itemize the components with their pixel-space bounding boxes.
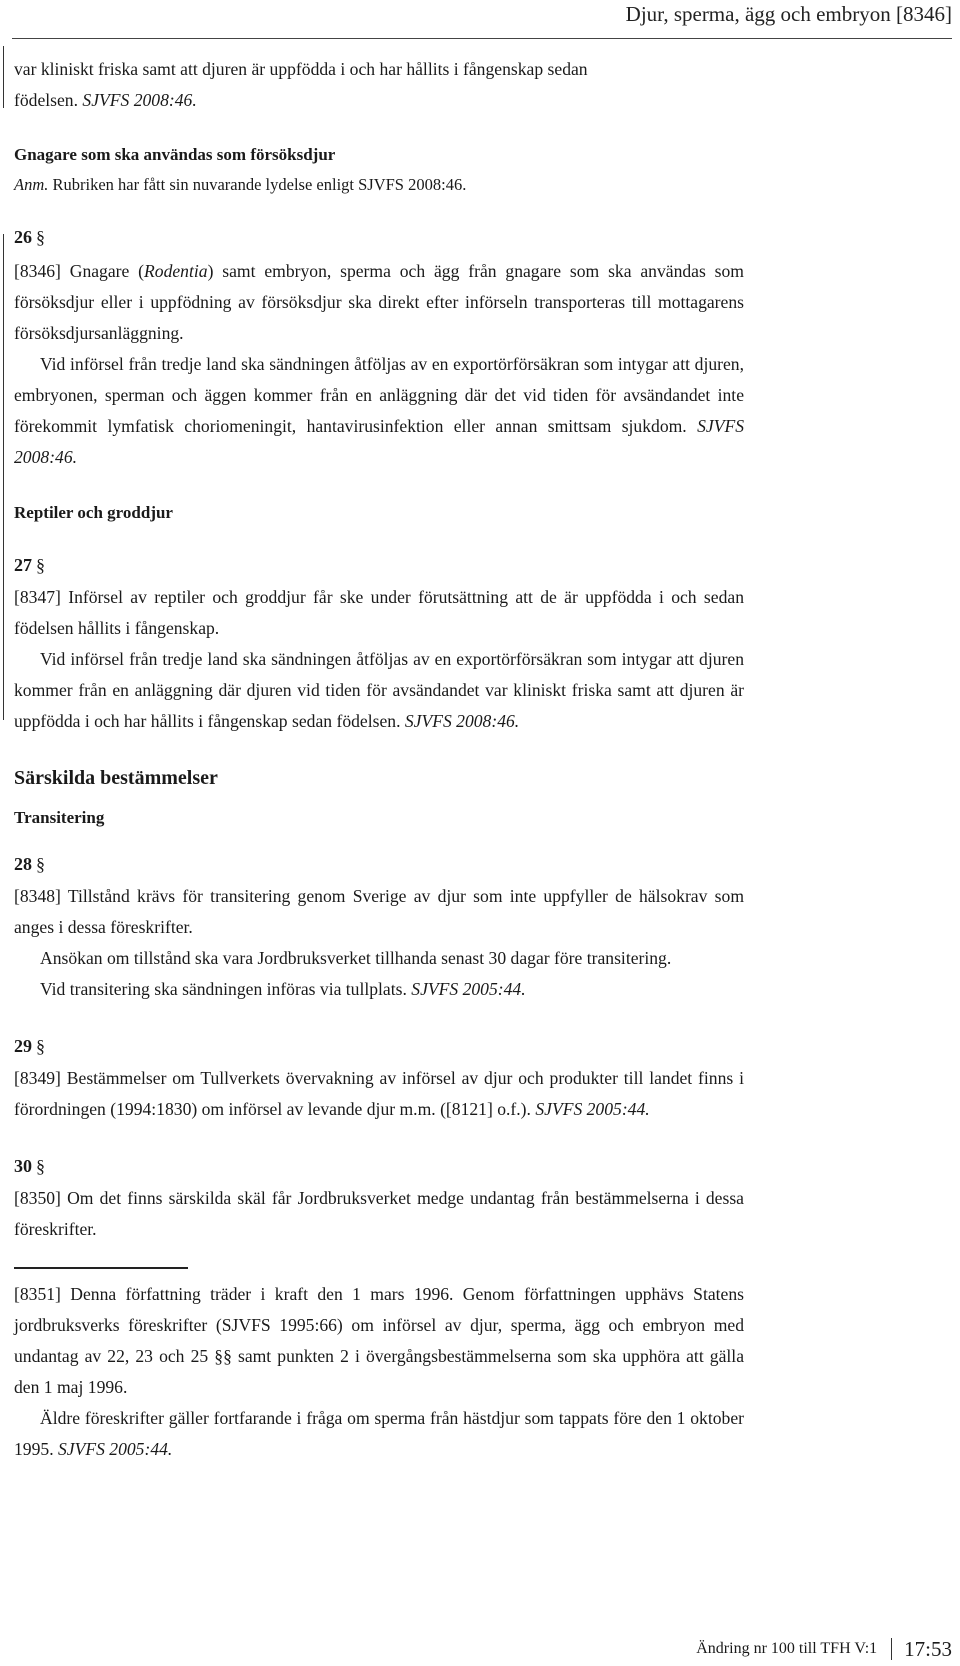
document-body [14,54,744,1465]
section-30-paragraph-1: [8350] Om det finns särskilda skäl får Jordbruksverket medge undantag från bestämmelserna i dessa föreskrifter. [14,1188,744,1239]
edition-note: Ändring nr 100 till TFH V:1 [696,1638,892,1660]
section-29-reference: SJVFS 2005:44. [535,1099,650,1119]
section-28-heading [14,849,744,879]
section-30-number: 30 [14,1156,32,1176]
section-28-paragraph-2: Ansökan om tillstånd ska vara Jordbruksverket tillhanda senast 30 dagar före transitering. [40,948,672,968]
footnote-paragraph-2 [14,1403,744,1465]
section-symbol: § [36,854,45,874]
change-bar-main [3,234,4,720]
section-symbol: § [36,1036,45,1056]
section-26-text-a: [8346] Gnagare ( [14,261,145,281]
heading-sarskilda: Särskilda bestämmelser [14,767,218,789]
section-28-text: Vid transitering ska sändningen införas via tullplats. [40,979,412,999]
section-30-heading [14,1151,744,1181]
section-26-text-b: ) samt embryon, sperma och ägg från gnagare som ska användas som försöksdjur eller i uppfödning av försöksdjur ska direkt efter införseln transporteras till mottagarens försöksdjursanläggning. [14,261,744,343]
intro-line-2: födelsen. [14,90,83,110]
section-27-paragraph-1: [8347] Införsel av reptiler och groddjur får ske under förutsättning att de är uppfödda i och sedan födelsen hållits i fångenskap. [14,587,744,638]
section-29-heading [14,1031,744,1061]
section-28-paragraph-3 [14,974,744,1005]
section-28-reference: SJVFS 2005:44. [411,979,526,999]
section-28-number: 28 [14,854,32,874]
section-26-heading [14,222,744,252]
section-26-paragraph-2 [14,349,744,473]
anm-label: Anm. [14,175,49,194]
section-symbol: § [36,555,45,575]
section-26-latin: Rodentia [144,261,208,281]
anm-note [14,170,744,200]
section-29-number: 29 [14,1036,32,1056]
section-29-text: [8349] Bestämmelser om Tullverkets övervakning av införsel av djur och produkter till landet finns i förordningen (1994:1830) om införsel av levande djur m.m. ([8121] o.f.). [14,1068,744,1119]
footnote-text: Äldre föreskrifter gäller fortfarande i fråga om sperma från hästdjur som tappats före den 1 oktober 1995. [14,1408,744,1459]
footnote-paragraph-1: [8351] Denna författning träder i kraft den 1 mars 1996. Genom författningen upphävs Statens jordbruksverks föreskrifter (SJVFS 1995:66) om införsel av djur, sperma, ägg och embryon med undantag av 22, 23 och 25 §§ samt punkten 2 i övergångsbestämmelserna som ska upphöra att gälla den 1 maj 1996. [14,1284,744,1397]
intro-paragraph [14,54,744,116]
section-27-heading [14,550,744,580]
running-header: Djur, sperma, ägg och embryon [8346] [625,2,952,26]
section-27-text: Vid införsel från tredje land ska sändningen åtföljas av en exportörförsäkran som intygar att djuren kommer från en anläggning där djuren vid tiden för avsändandet var kliniskt friska samt att djuren är uppfödda i och har hållits i fångenskap sedan födelsen. [14,649,744,731]
section-27-reference: SJVFS 2008:46. [404,711,520,731]
section-26-number: 26 [14,227,32,247]
page-footer [696,1638,952,1660]
section-symbol: § [36,227,45,247]
section-29-paragraph-1 [14,1063,744,1125]
page-number: 17:53 [904,1637,952,1661]
footnote-reference: SJVFS 2005:44. [57,1439,173,1459]
change-bar-top [3,46,4,108]
section-27-number: 27 [14,555,32,575]
heading-reptiler: Reptiler och groddjur [14,503,173,522]
intro-reference: SJVFS 2008:46. [82,90,197,110]
section-symbol: § [36,1156,45,1176]
section-27-paragraph-2 [14,644,744,737]
section-26-reference: SJVFS 2008:46. [14,416,744,467]
section-26-paragraph-1 [14,256,744,349]
intro-line-1: var kliniskt friska samt att djuren är uppfödda i och har hållits i fångenskap sedan [14,59,588,79]
heading-gnagare: Gnagare som ska användas som försöksdjur [14,145,336,164]
footnote-rule [14,1267,188,1269]
anm-text: Rubriken har fått sin nuvarande lydelse enligt SJVFS 2008:46. [48,175,467,194]
heading-transitering: Transitering [14,808,105,827]
header-rule [12,38,952,39]
section-28-paragraph-1: [8348] Tillstånd krävs för transitering genom Sverige av djur som inte uppfyller de hälsokrav som anges i dessa föreskrifter. [14,886,744,937]
section-26-text-c: Vid införsel från tredje land ska sändningen åtföljas av en exportörförsäkran som intygar att djuren, embryonen, sperman och äggen kommer från en anläggning där det vid tiden för avsändandet inte förekommit lymfatisk choriomeningit, hantavirusinfektion eller annan smittsam sjukdom. [14,354,744,436]
